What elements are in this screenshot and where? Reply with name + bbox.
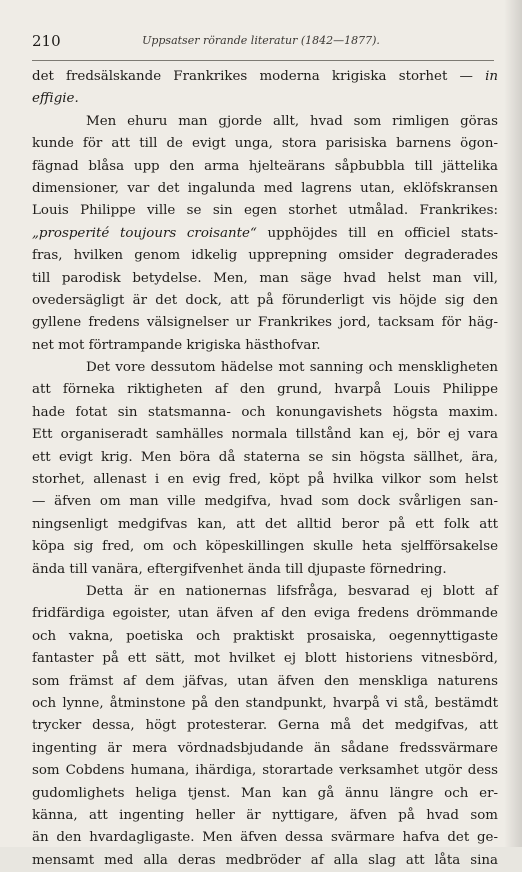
text-line: gudomlighets heliga tjenst. Man kan gå ännu längre och er- xyxy=(32,785,498,801)
text-line: mensamt med alla deras medbröder af alla slag att låta sina xyxy=(32,852,498,868)
page-edge-shadow xyxy=(504,0,522,847)
page-number: 210 xyxy=(32,32,61,50)
text-line: fägnad blåsa upp den arma hjelteärans såpbubbla till jättelika xyxy=(32,158,498,174)
text-line: till parodisk betydelse. Men, man säge hvad helst man vill, xyxy=(32,270,498,286)
text-line: kunde för att till de evigt unga, stora parisiska barnens ögon- xyxy=(32,136,498,152)
page-header xyxy=(32,32,490,52)
text-line: storhet, allenast i en evig fred, köpt på hvilka vilkor som helst xyxy=(32,472,498,488)
text-line: „prosperité toujours croisante“ upphöjdes till en officiel stats- xyxy=(32,225,498,241)
text-line: som Cobdens humana, ihärdiga, storartade verksamhet utgör dess xyxy=(32,763,498,779)
text-line: ovedersägligt är det dock, att på förunderligt vis höjde sig den xyxy=(32,292,498,308)
header-rule xyxy=(32,60,494,61)
text-line: Ett organiseradt samhälles normala tillstånd kan ej, bör ej vara xyxy=(32,427,498,443)
text-line: som främst af dem jäfvas, utan äfven den menskliga naturens xyxy=(32,673,498,689)
text-line: än den hvardagligaste. Men äfven dessa svärmare hafva det ge- xyxy=(32,830,498,846)
text-line: gyllene fredens välsignelser ur Frankrikes jord, tacksam för häg- xyxy=(32,315,498,331)
text-line: ända till vanära, eftergifvenhet ända till djupaste förnedring. xyxy=(32,561,447,577)
text-line: och lynne, åtminstone på den standpunkt, hvarpå vi stå, bestämdt xyxy=(32,695,498,711)
text-line: net mot förtrampande krigiska hästhofvar. xyxy=(32,337,321,353)
text-line: att förneka riktigheten af den grund, hvarpå Louis Philippe xyxy=(32,382,498,398)
text-line: fridfärdiga egoister, utan äfven af den eviga fredens drömmande xyxy=(32,606,498,622)
text-line: Detta är en nationernas lifsfråga, besvarad ej blott af xyxy=(86,583,498,599)
text-line: känna, att ingenting heller är nyttigare, äfven på hvad som xyxy=(32,807,498,823)
text-line: Louis Philippe ville se sin egen storhet utmålad. Frankrikes: xyxy=(32,203,498,219)
text-line: det fredsälskande Frankrikes moderna krigiska storhet — in xyxy=(32,69,498,84)
text-line: köpa sig fred, om och köpeskillingen skulle heta sjelfförsakelse xyxy=(32,539,498,555)
text-line: och vakna, poetiska och praktiskt prosaiska, oegennyttigaste xyxy=(32,628,498,644)
text-line: fras, hvilken genom idkelig upprepning omsider degraderades xyxy=(32,248,498,264)
text-line: ningsenligt medgifvas kan, att det alltid beror på ett folk att xyxy=(32,516,498,532)
text-line: effigie. xyxy=(32,91,79,107)
text-line: trycker dessa, högt protesterar. Gerna må det medgifvas, att xyxy=(32,718,498,734)
body-text xyxy=(32,66,498,872)
text-line: ett evigt krig. Men böra då staterna se sin högsta sällhet, ära, xyxy=(32,449,498,465)
text-line: Men ehuru man gjorde allt, hvad som rimligen göras xyxy=(86,113,498,129)
running-head: Uppsatser rörande literatur (1842—1877). xyxy=(142,34,380,47)
text-line: dimensioner, var det ingalunda med lagrens utan, eklöfskransen xyxy=(32,180,498,196)
text-line: — äfven om man ville medgifva, hvad som dock svårligen san- xyxy=(32,494,498,510)
text-line: ingenting är mera vördnadsbjudande än sådane fredssvärmare xyxy=(32,740,498,756)
text-line: Det vore dessutom hädelse mot sanning och menskligheten xyxy=(86,360,498,376)
text-line: hade fotat sin statsmanna- och konungavishets högsta maxim. xyxy=(32,404,498,420)
text-line: fantaster på ett sätt, mot hvilket ej blott historiens vitnesbörd, xyxy=(32,651,498,667)
